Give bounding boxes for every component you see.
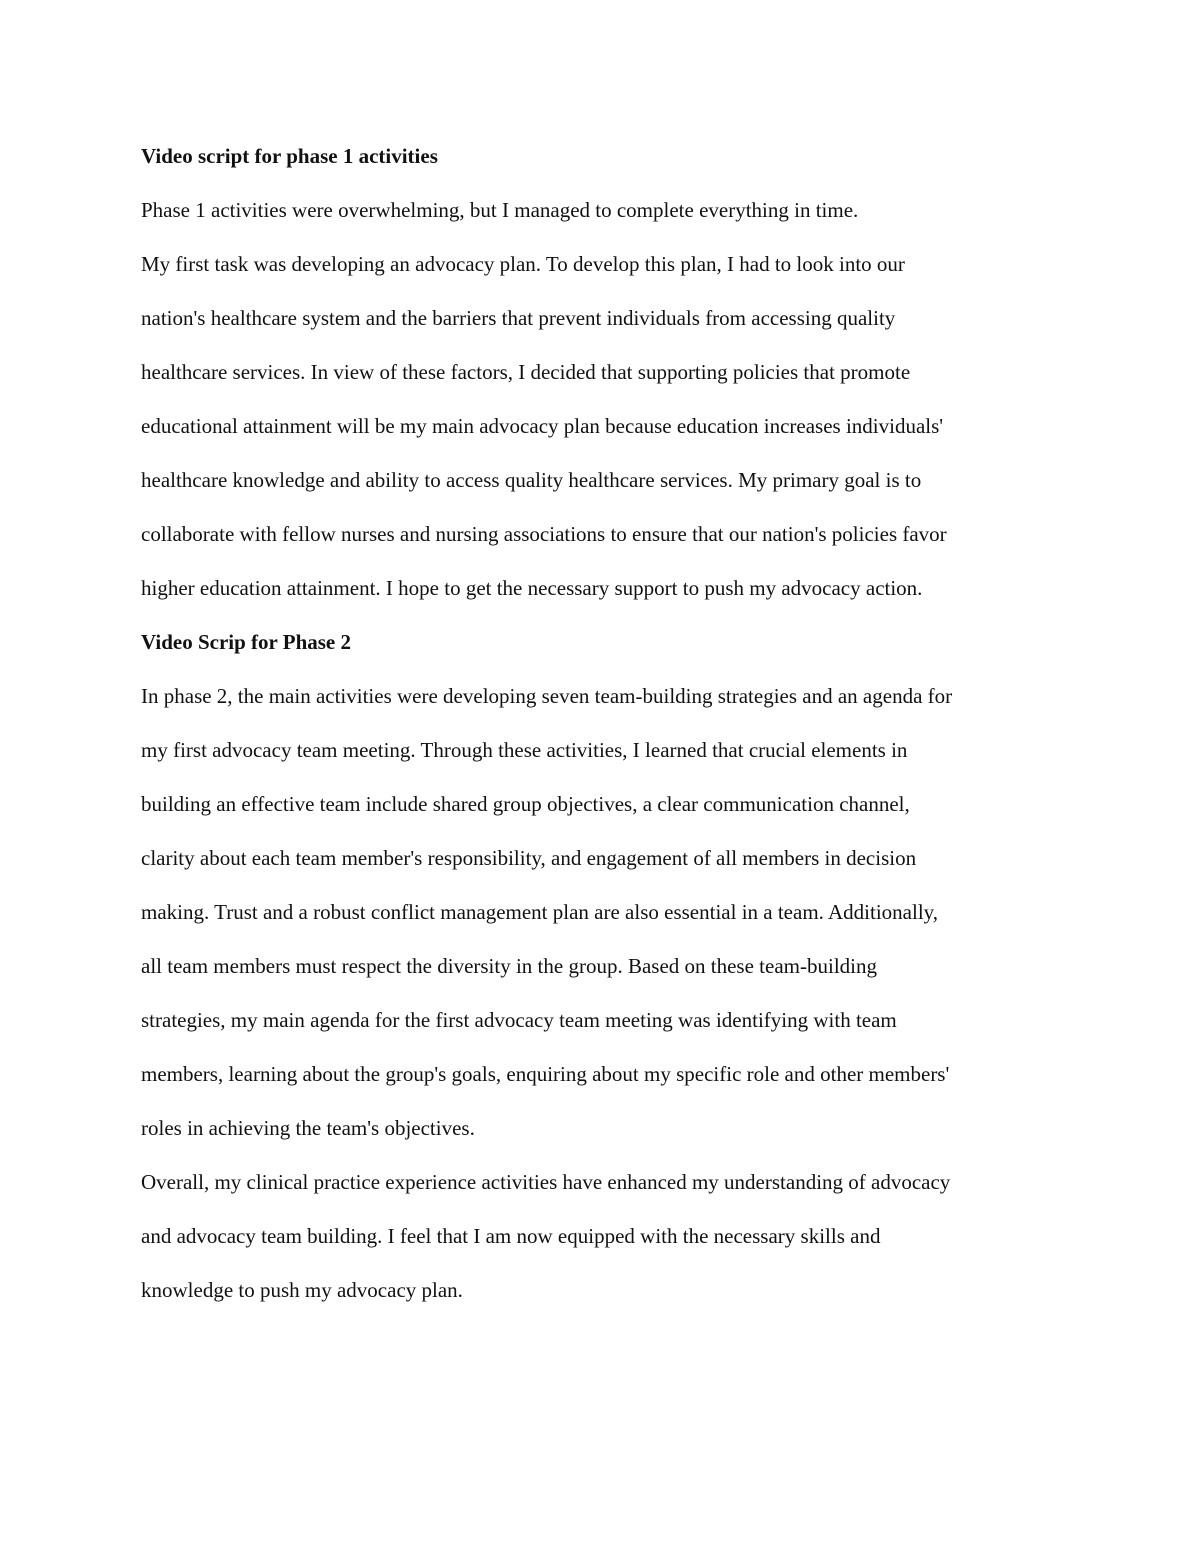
paragraph-line: higher education attainment. I hope to get the necessary support to push my advocacy action. [141, 576, 923, 600]
paragraph-line: making. Trust and a robust conflict management plan are also essential in a team. Additionally, [141, 900, 939, 924]
document-body [141, 137, 1061, 1325]
paragraph-line: knowledge to push my advocacy plan. [141, 1278, 463, 1302]
paragraph-line: In phase 2, the main activities were developing seven team-building strategies and an agenda for [141, 684, 953, 708]
phase2-heading: Video Scrip for Phase 2 [141, 630, 351, 654]
paragraph-line: nation's healthcare system and the barriers that prevent individuals from accessing quality [141, 306, 896, 330]
paragraph-line: Overall, my clinical practice experience activities have enhanced my understanding of advocacy [141, 1170, 951, 1194]
phase1-paragraph [141, 245, 1061, 623]
conclusion-paragraph [141, 1163, 1061, 1325]
paragraph-line: My first task was developing an advocacy plan. To develop this plan, I had to look into our [141, 252, 905, 276]
paragraph-line: all team members must respect the diversity in the group. Based on these team-building [141, 954, 877, 978]
paragraph-line: healthcare knowledge and ability to access quality healthcare services. My primary goal is to [141, 468, 922, 492]
paragraph-line: and advocacy team building. I feel that I am now equipped with the necessary skills and [141, 1224, 881, 1248]
paragraph-line: educational attainment will be my main advocacy plan because education increases individuals' [141, 414, 944, 438]
paragraph-line: my first advocacy team meeting. Through these activities, I learned that crucial elements in [141, 738, 908, 762]
phase2-paragraph [141, 677, 1061, 1163]
phase1-heading: Video script for phase 1 activities [141, 144, 438, 168]
paragraph-line: roles in achieving the team's objectives. [141, 1116, 475, 1140]
paragraph-line: strategies, my main agenda for the first advocacy team meeting was identifying with team [141, 1008, 897, 1032]
paragraph-line: healthcare services. In view of these factors, I decided that supporting policies that promote [141, 360, 911, 384]
paragraph-line: collaborate with fellow nurses and nursing associations to ensure that our nation's policies favor [141, 522, 947, 546]
phase1-intro: Phase 1 activities were overwhelming, but I managed to complete everything in time. [141, 198, 859, 222]
paragraph-line: members, learning about the group's goals, enquiring about my specific role and other members' [141, 1062, 950, 1086]
paragraph-line: building an effective team include shared group objectives, a clear communication channel, [141, 792, 910, 816]
paragraph-line: clarity about each team member's responsibility, and engagement of all members in decision [141, 846, 917, 870]
